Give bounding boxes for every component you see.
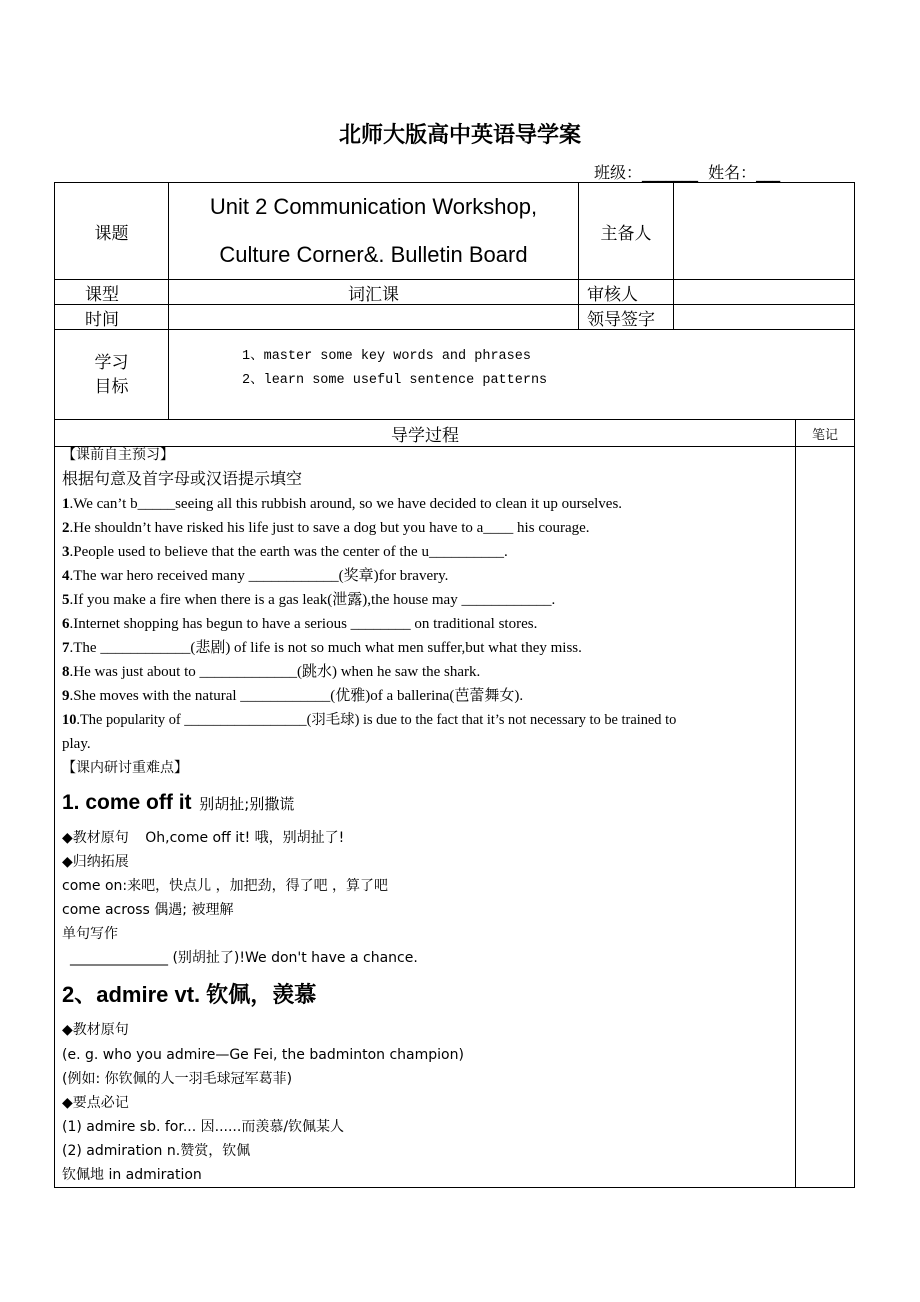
list-item xyxy=(62,708,792,732)
reviewer-label: 审核人 xyxy=(587,284,638,305)
goal-item-1: 1、master some key words and phrases xyxy=(242,349,531,364)
topic-label: 课题 xyxy=(94,223,129,244)
point-1-heading xyxy=(62,788,792,820)
point-1-ext-2: come across 偶遇; 被理解 xyxy=(62,902,234,918)
notes-heading: 笔记 xyxy=(811,427,838,443)
point-1-orig: Oh,come off it! 哦，别胡扯了! xyxy=(145,830,345,846)
goal-label-1: 学习 xyxy=(94,352,129,373)
list-item xyxy=(62,564,792,588)
topic-value xyxy=(169,183,578,279)
item-number: 6 xyxy=(62,616,70,632)
point-2-title-text: 2、admire vt. 钦佩，羡慕 xyxy=(62,982,317,1007)
goal-label-2: 目标 xyxy=(94,376,129,397)
page-title: 北师大版高中英语导学案 xyxy=(338,123,581,148)
item-text: .The war hero received many ____________(奖章)for bravery. xyxy=(69,568,449,584)
item-text: .He shouldn’t have risked his life just to save a dog but you have to a____ his courage. xyxy=(69,520,590,536)
point-2-key-3: 钦佩地 in admiration xyxy=(62,1167,202,1183)
point-2-key-label: ◆要点必记 xyxy=(62,1095,129,1111)
process-heading: 导学过程 xyxy=(391,425,459,446)
point-1-title: 1. come off it xyxy=(62,791,192,814)
list-item xyxy=(62,660,792,684)
class-name-line: 班级：_______ 姓名：___ xyxy=(594,163,781,182)
item-text: .If you make a fire when there is a gas leak(泄露),the house may ____________. xyxy=(69,592,556,608)
type-value: 词汇课 xyxy=(348,284,399,305)
item-number: 1 xyxy=(62,496,70,512)
point-2-key-2: (2) admiration n.赞赏，钦佩 xyxy=(62,1143,251,1159)
preview-heading: 【课前自主预习】 xyxy=(62,447,174,463)
item-text: play. xyxy=(62,736,91,752)
point-1-write: ______________ (别胡扯了)!We don't have a chance. xyxy=(70,950,418,966)
point-1-orig-label-line xyxy=(62,826,792,850)
preview-instruction: 根据句意及首字母或汉语提示填空 xyxy=(62,469,303,488)
preparer-label: 主备人 xyxy=(600,223,652,244)
point-1-ext-1: come on:来吧，快点儿 ，加把劲，得了吧 ，算了吧 xyxy=(62,878,389,894)
item-number: 3 xyxy=(62,544,70,560)
point-2-title xyxy=(62,978,792,1015)
list-item xyxy=(62,684,792,708)
item-number: 4 xyxy=(62,568,70,584)
item-number: 2 xyxy=(62,520,70,536)
item-text: .The popularity of _________________(羽毛球) is due to the fact that it’s not necessary to be trained to xyxy=(76,712,677,728)
item-number: 7 xyxy=(62,640,70,656)
item-number: 10 xyxy=(62,712,77,728)
goal-label xyxy=(55,330,168,419)
list-item xyxy=(62,612,792,636)
item-text: .He was just about to _____________(跳水) when he saw the shark. xyxy=(69,664,481,680)
list-item xyxy=(62,588,792,612)
item-number: 9 xyxy=(62,688,70,704)
in-class-heading: 【课内研讨重难点】 xyxy=(62,760,188,776)
topic-line-2: Culture Corner&. Bulletin Board xyxy=(219,242,528,267)
item-text: .Internet shopping has begun to have a serious ________ on traditional stores. xyxy=(69,616,538,632)
time-value[interactable] xyxy=(169,305,578,329)
time-label: 时间 xyxy=(85,309,119,330)
item-text: .People used to believe that the earth was the center of the u__________. xyxy=(69,544,508,560)
item-text: .The ____________(悲剧) of life is not so much what men suffer,but what they miss. xyxy=(69,640,582,656)
item-text: .She moves with the natural ____________(优雅)of a ballerina(芭蕾舞女). xyxy=(69,688,524,704)
point-1-orig-label: ◆教材原句 xyxy=(62,830,129,846)
goal-item-2: 2、learn some useful sentence patterns xyxy=(242,373,548,388)
point-2-orig-1: (e. g. who you admire—Ge Fei, the badminton champion) xyxy=(62,1047,464,1063)
list-item xyxy=(62,540,792,564)
list-item xyxy=(62,732,792,756)
item-number: 5 xyxy=(62,592,70,608)
point-1-write-label: 单句写作 xyxy=(62,926,118,942)
point-2-orig-label: ◆教材原句 xyxy=(62,1022,129,1038)
point-1-ext-label: ◆归纳拓展 xyxy=(62,854,129,870)
point-1-meaning: 别胡扯;别撒谎 xyxy=(199,795,295,813)
item-text: .We can’t b_____seeing all this rubbish around, so we have decided to clean it up ourselves. xyxy=(69,496,623,512)
item-number: 8 xyxy=(62,664,70,680)
leader-sign-label: 领导签字 xyxy=(587,309,655,330)
point-2-orig-2: (例如: 你钦佩的人一羽毛球冠军葛菲) xyxy=(62,1071,293,1087)
preparer-value[interactable] xyxy=(674,183,854,279)
list-item xyxy=(62,516,792,540)
list-item xyxy=(62,492,792,516)
point-2-key-1: (1) admire sb. for... 因......而羡慕/钦佩某人 xyxy=(62,1119,345,1135)
topic-line-1: Unit 2 Communication Workshop, xyxy=(209,194,538,219)
list-item xyxy=(62,636,792,660)
type-label: 课型 xyxy=(85,284,119,305)
